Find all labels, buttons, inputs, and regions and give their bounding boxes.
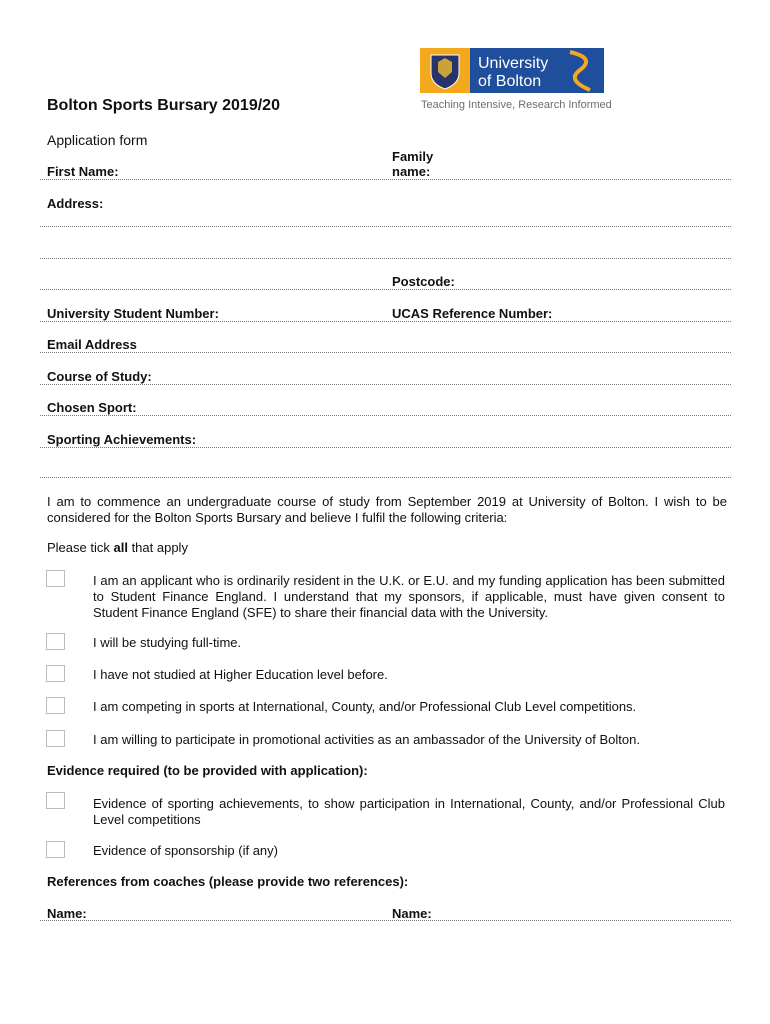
- postcode-label: Postcode:: [392, 274, 455, 289]
- criteria-checkbox-3[interactable]: [46, 665, 65, 682]
- achievements-line-2[interactable]: [40, 477, 731, 478]
- reference-name-field[interactable]: [40, 920, 731, 921]
- family-name-label-line2: name:: [392, 164, 431, 179]
- logo-line2: of Bolton: [478, 73, 542, 90]
- reference-name-right-label: Name:: [392, 906, 432, 921]
- reference-name-left-label: Name:: [47, 906, 87, 921]
- criteria-text-4: I am competing in sports at International, County, and/or Professional Club Level competitions.: [93, 699, 637, 714]
- address-line-1[interactable]: [40, 226, 731, 227]
- first-name-field[interactable]: [40, 179, 731, 180]
- tick-prefix: Please tick: [47, 540, 114, 555]
- intro-paragraph: I am to commence an undergraduate course of study from September 2019 at University of Bolton. I wish to be considered for the Bolton Sports Bursary and believe I fulfil the following criteria:: [47, 494, 727, 525]
- student-number-field[interactable]: [40, 321, 731, 322]
- achievements-label: Sporting Achievements:: [47, 432, 197, 447]
- criteria-checkbox-2[interactable]: [46, 633, 65, 650]
- criteria-checkbox-4[interactable]: [46, 697, 65, 714]
- first-name-label: First Name:: [47, 164, 119, 179]
- family-name-label-line1: Family: [392, 149, 434, 164]
- evidence-checkbox-1[interactable]: [46, 792, 65, 809]
- achievements-line-1[interactable]: [40, 447, 731, 448]
- address-line-2[interactable]: [40, 258, 731, 259]
- evidence-text-1: Evidence of sporting achievements, to show participation in International, County, and/or Professional Club Level competitions: [93, 796, 725, 827]
- course-label: Course of Study:: [47, 369, 152, 384]
- logo-line1: University: [478, 55, 549, 72]
- criteria-text-2: I will be studying full-time.: [93, 635, 242, 650]
- course-field[interactable]: [40, 384, 731, 385]
- evidence-checkbox-2[interactable]: [46, 841, 65, 858]
- criteria-checkbox-1[interactable]: [46, 570, 65, 587]
- page-title: Bolton Sports Bursary 2019/20: [47, 97, 280, 114]
- tick-suffix: that apply: [127, 540, 188, 555]
- university-logo: [420, 48, 604, 93]
- criteria-text-5: I am willing to participate in promotional activities as an ambassador of the University of Bolton.: [93, 732, 640, 747]
- ucas-label: UCAS Reference Number:: [392, 306, 553, 321]
- sport-label: Chosen Sport:: [47, 400, 137, 415]
- tick-instruction: [47, 540, 188, 555]
- criteria-text-1: I am an applicant who is ordinarily resident in the U.K. or E.U. and my funding application has been submitted to Student Finance England. I understand that my sponsors, if applicable, must have given consent to Student Finance England (SFE) to share their financial data with the University.: [93, 573, 725, 620]
- evidence-heading: Evidence required (to be provided with application):: [47, 763, 368, 778]
- postcode-field[interactable]: [40, 289, 731, 290]
- email-label: Email Address: [47, 337, 137, 352]
- criteria-checkbox-5[interactable]: [46, 730, 65, 747]
- logo-tagline: Teaching Intensive, Research Informed: [421, 99, 612, 111]
- email-field[interactable]: [40, 352, 731, 353]
- sport-field[interactable]: [40, 415, 731, 416]
- address-label: Address:: [47, 196, 104, 211]
- evidence-text-2: Evidence of sponsorship (if any): [93, 843, 278, 858]
- form-subtitle: Application form: [47, 132, 148, 148]
- student-number-label: University Student Number:: [47, 306, 219, 321]
- criteria-text-3: I have not studied at Higher Education level before.: [93, 667, 388, 682]
- logo-graphic: [420, 48, 604, 93]
- tick-emphasis: all: [113, 540, 128, 555]
- references-heading: References from coaches (please provide two references):: [47, 874, 409, 889]
